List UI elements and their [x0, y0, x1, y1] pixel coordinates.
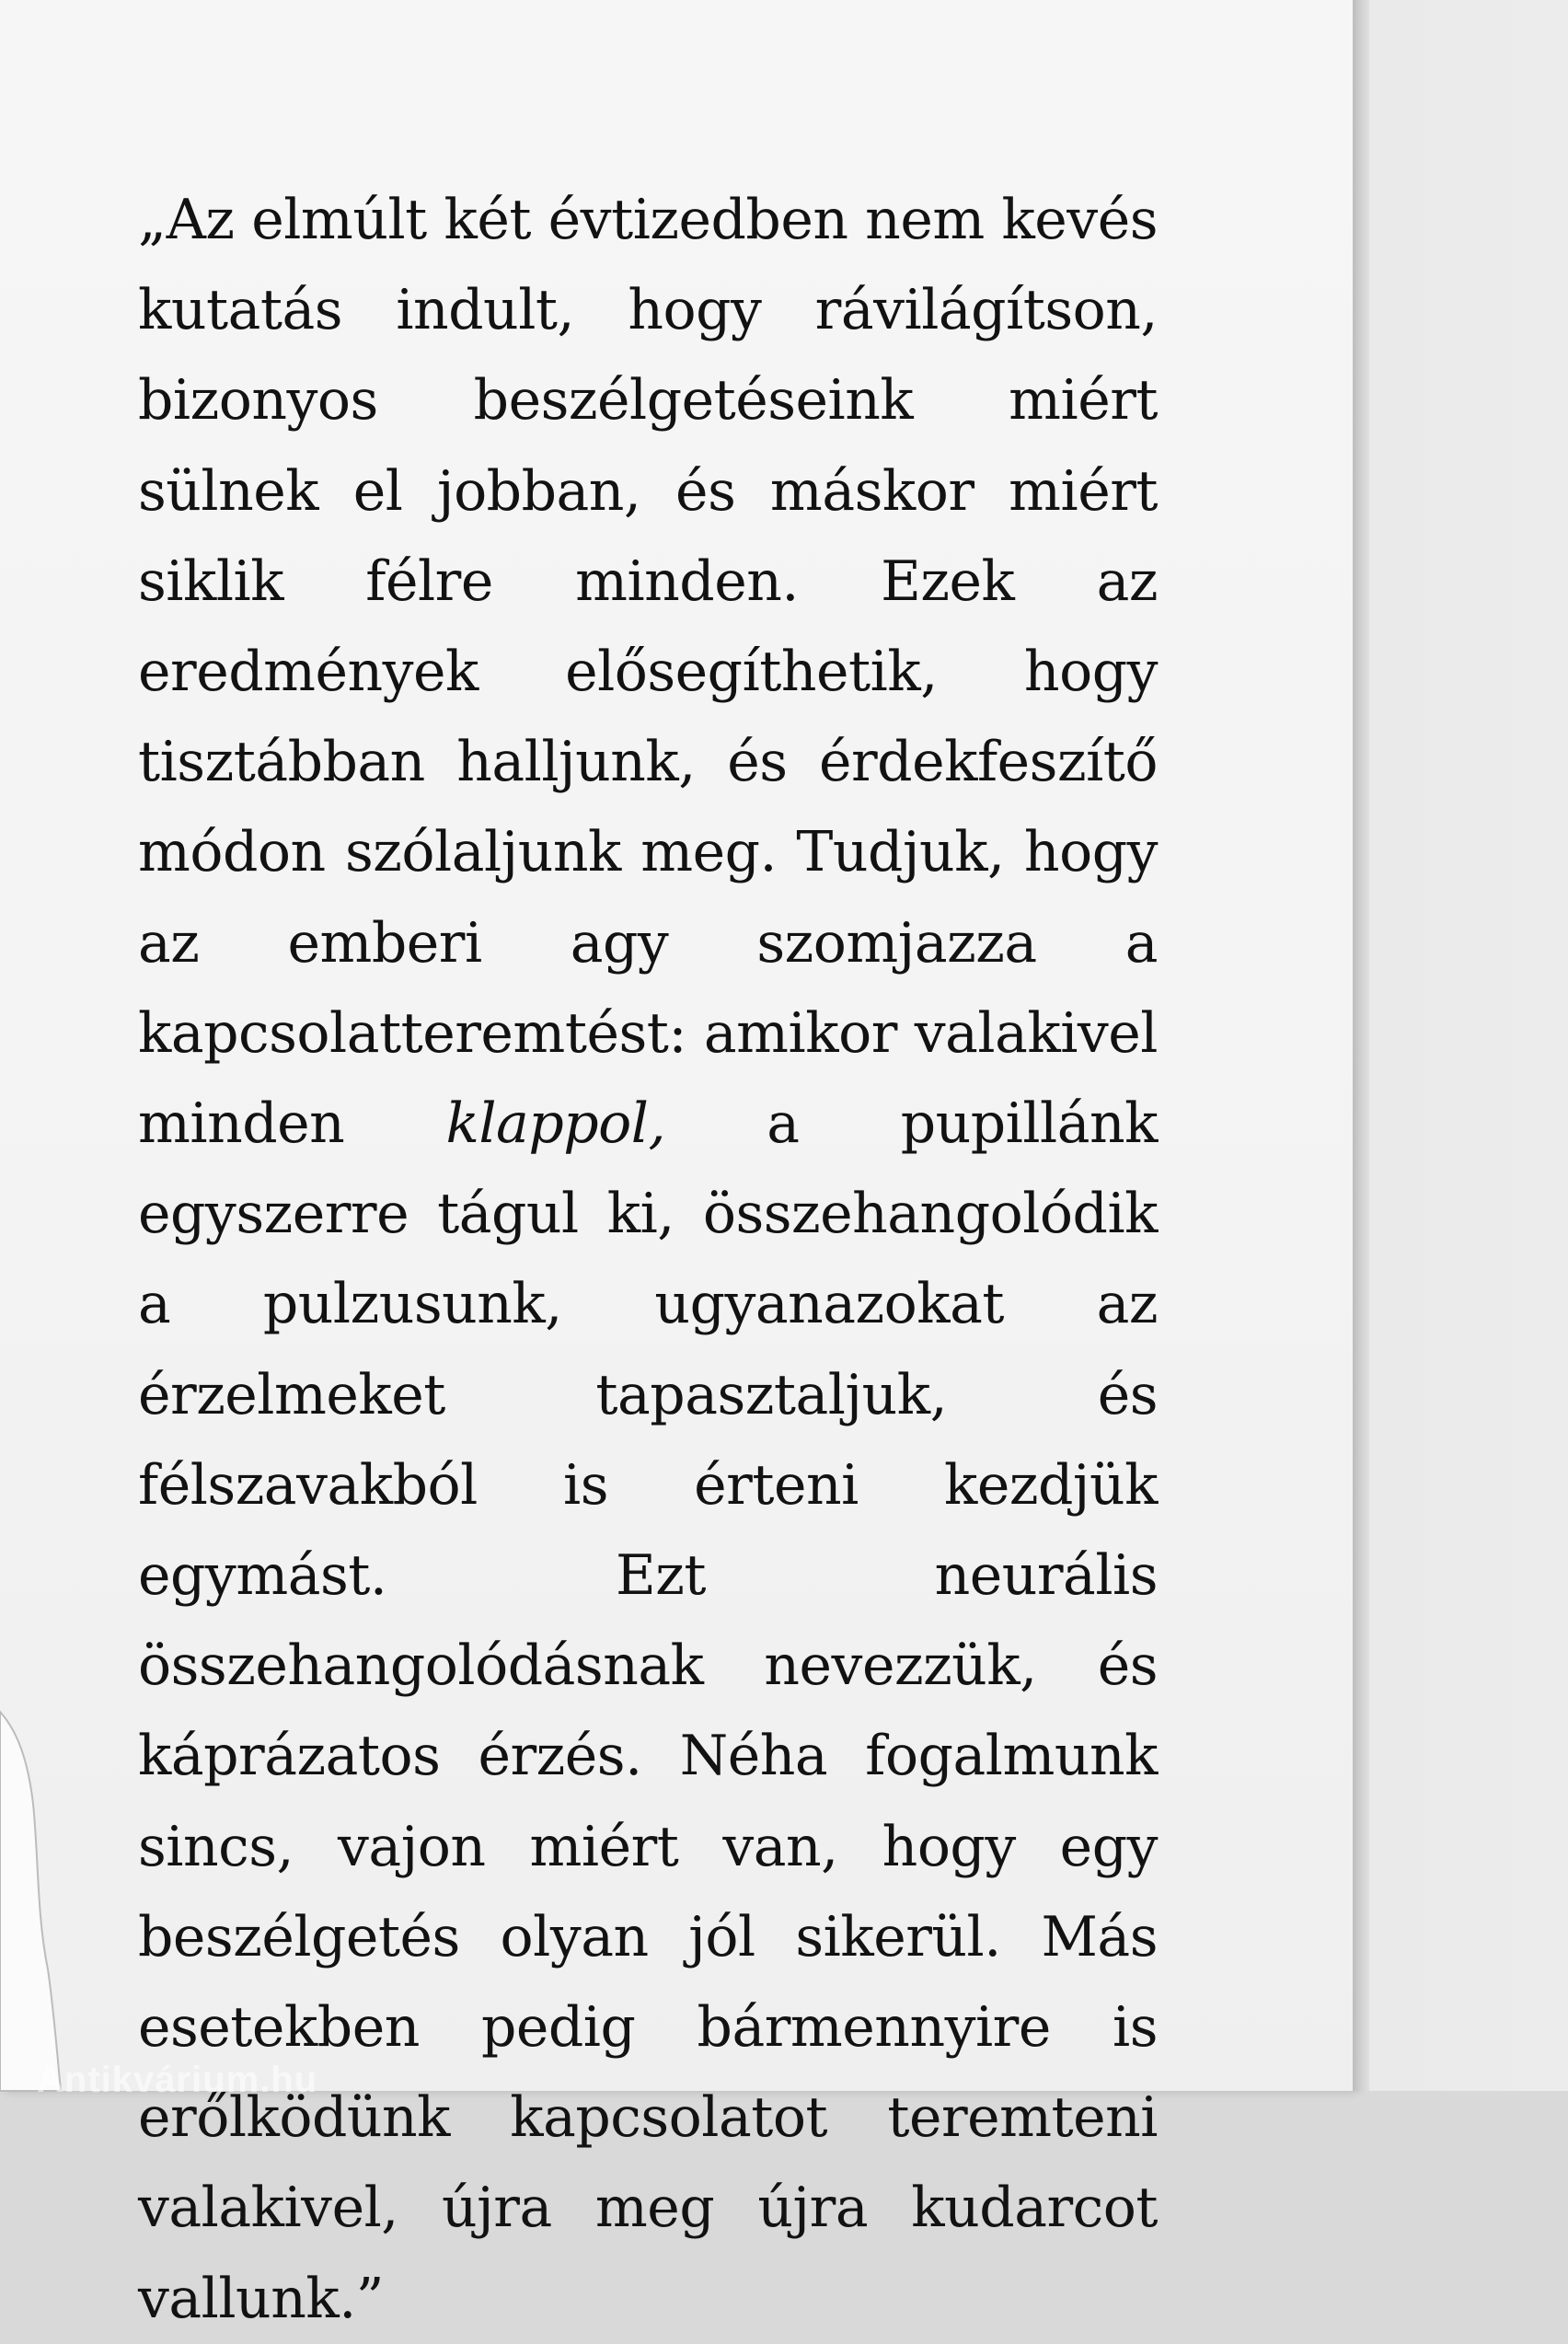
quote-emphasis: klappol, [445, 1091, 666, 1157]
page-edge-shadow [1353, 0, 1369, 2091]
torn-paper-fragment [0, 1675, 64, 2091]
watermark-text: Antikvárium.hu [37, 2060, 318, 2100]
quote-text-start: „Az elmúlt két évtizedben nem kevés kutatás indult, hogy rávilágítson, bizonyos beszélgetéseink miért sülnek el jobban, és máskor miért siklik félre minden. Ezek az eredmények elősegíthetik, hogy tisztábban halljunk, és érdekfeszítő módon szólaljunk meg. Tudjuk, hogy az emberi agy szomjazza a kapcsolatteremtést: amikor valakivel minden [138, 188, 1158, 1157]
quote-paragraph [138, 175, 1158, 2344]
quote-text-end: a pupillánk egyszerre tágul ki, összehangolódik a pulzusunk, ugyanazokat az érzelmeket tapasztaljuk, és félszavakból is érteni kezdjük egymást. Ezt neurális összehangolódásnak nevezzük, és káprázatos érzés. Néha fogalmunk sincs, vajon miért van, hogy egy beszélgetés olyan jól sikerül. Más esetekben pedig bármennyire is erőlködünk kapcsolatot teremteni valakivel, újra meg újra kudarcot vallunk.” [138, 1091, 1159, 2331]
